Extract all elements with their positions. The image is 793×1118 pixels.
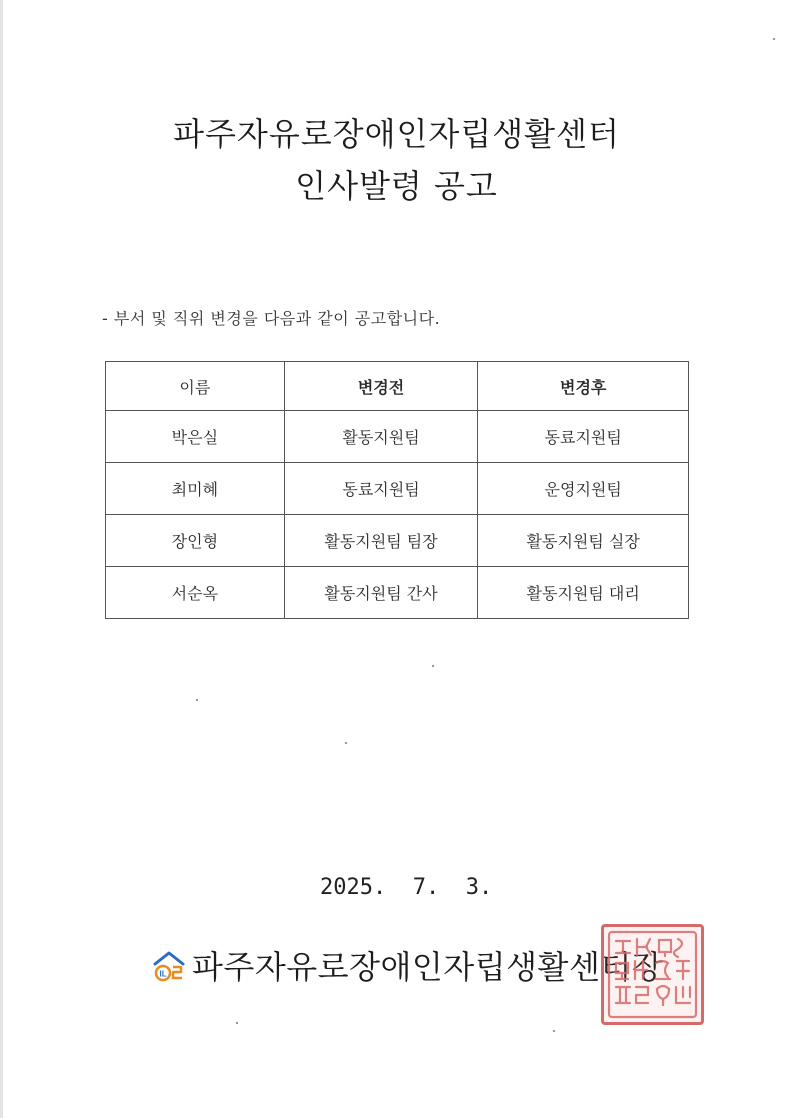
cell-name: 박은실 — [106, 411, 285, 463]
cell-name: 서순옥 — [106, 567, 285, 619]
scan-speck — [236, 1022, 238, 1024]
scan-speck — [553, 1030, 555, 1032]
document-title — [0, 108, 793, 212]
cell-before: 활동지원팀 — [284, 411, 478, 463]
organization-logo — [150, 948, 188, 982]
cell-after: 동료지원팀 — [478, 411, 689, 463]
personnel-table — [105, 361, 689, 619]
header-after: 변경후 — [478, 362, 689, 411]
table-row — [106, 463, 689, 515]
header-name: 이름 — [106, 362, 285, 411]
scan-speck — [773, 38, 775, 40]
table-row — [106, 567, 689, 619]
svg-text:IL: IL — [159, 969, 167, 979]
signature-org-name: 파주자유로장애인자립생활센터장 — [192, 948, 664, 986]
cell-after: 활동지원팀 대리 — [478, 567, 689, 619]
signature-line — [150, 940, 663, 990]
scan-speck — [196, 699, 198, 701]
cell-before: 활동지원팀 팀장 — [284, 515, 478, 567]
table-header-row — [106, 362, 689, 411]
cell-before: 동료지원팀 — [284, 463, 478, 515]
table-row — [106, 515, 689, 567]
cell-after: 운영지원팀 — [478, 463, 689, 515]
title-subject: 인사발령 공고 — [295, 167, 498, 205]
cell-before: 활동지원팀 간사 — [284, 567, 478, 619]
table-row — [106, 411, 689, 463]
notice-text: - 부서 및 직위 변경을 다음과 같이 공고합니다. — [102, 309, 441, 328]
scan-speck — [345, 742, 347, 744]
issue-date: 2025. 7. 3. — [320, 875, 493, 900]
cell-after: 활동지원팀 실장 — [478, 515, 689, 567]
cell-name: 최미혜 — [106, 463, 285, 515]
cell-name: 장인형 — [106, 515, 285, 567]
header-before: 변경전 — [284, 362, 478, 411]
scan-speck — [432, 665, 434, 667]
official-seal-stamp — [601, 924, 704, 1025]
title-org-name: 파주자유로장애인자립생활센터 — [173, 115, 620, 153]
